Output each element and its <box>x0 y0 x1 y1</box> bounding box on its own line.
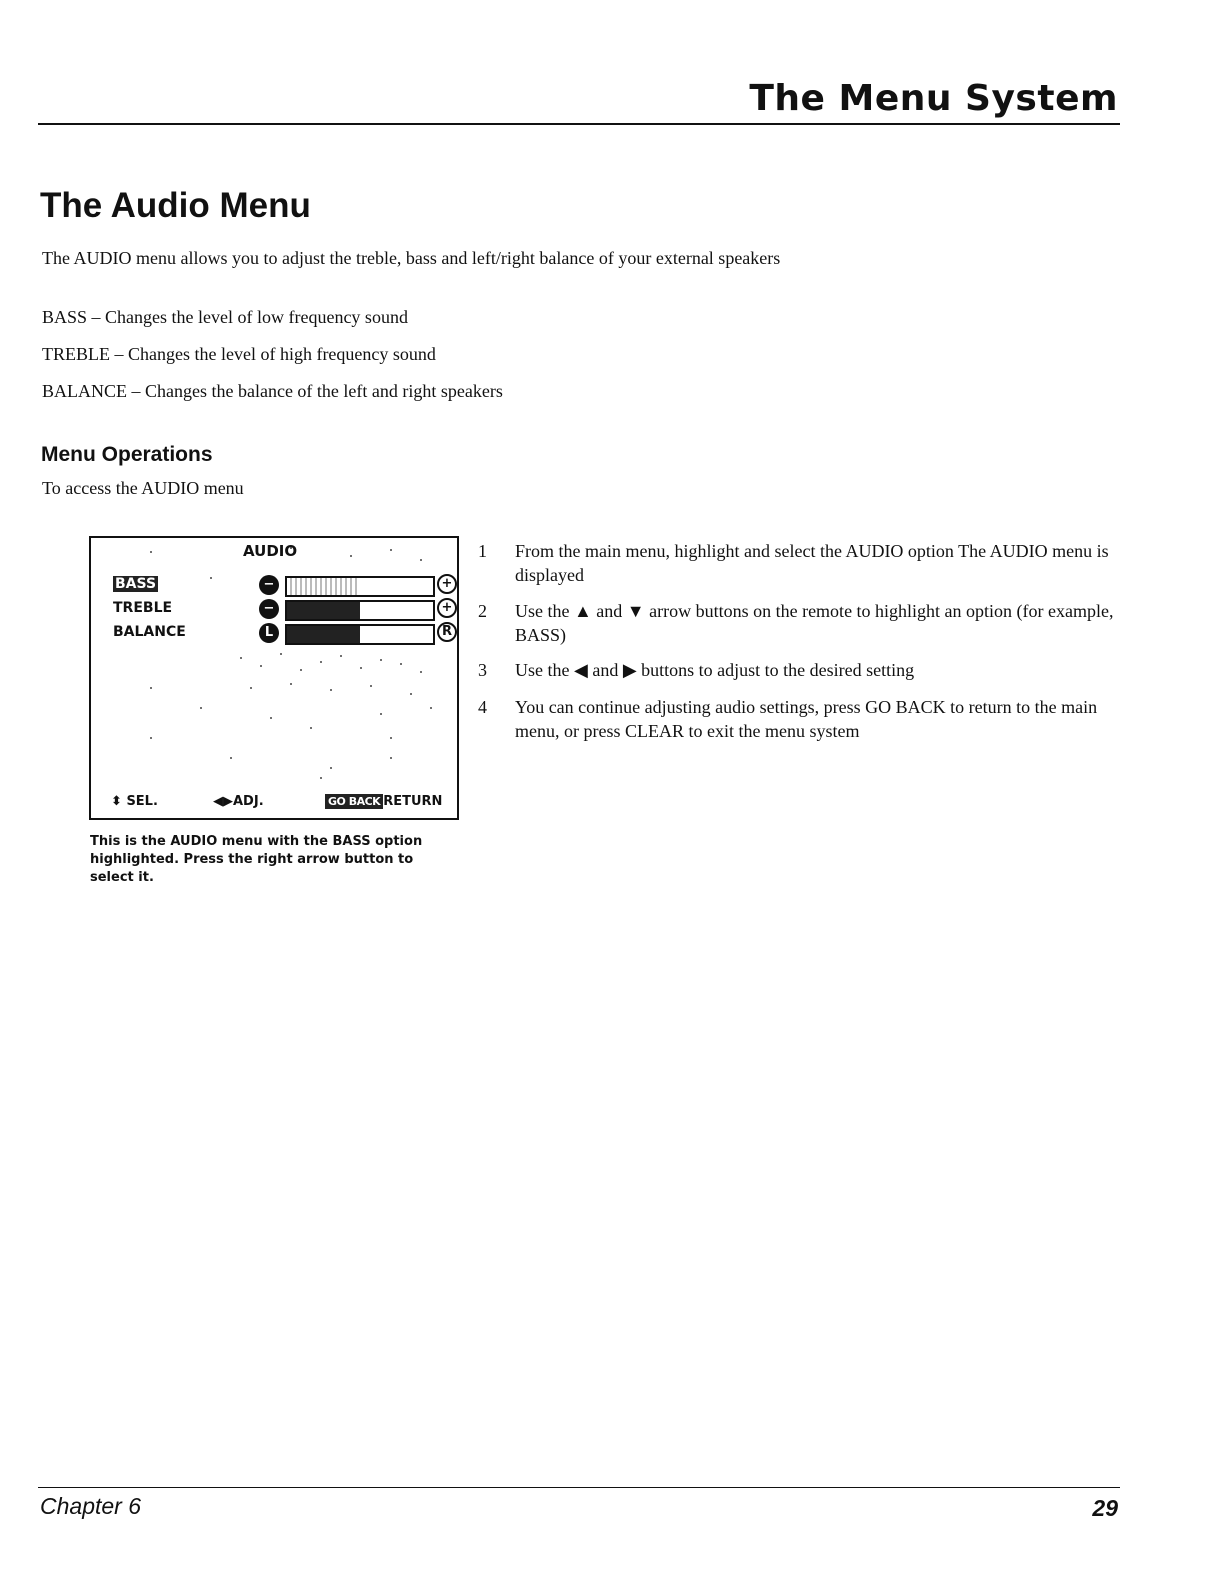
osd-row-treble[interactable] <box>113 598 453 620</box>
right-r-icon: R <box>437 622 457 642</box>
plus-icon: + <box>437 598 457 618</box>
sel-hint: ⬍ SEL. <box>111 794 158 809</box>
osd-label-bass: BASS <box>115 576 157 592</box>
left-l-icon: L <box>259 623 279 643</box>
step-number: 3 <box>478 660 487 680</box>
osd-row-balance[interactable] <box>113 622 453 644</box>
step-text: You can continue adjusting audio settings, press GO BACK to return to the main menu, or press CLEAR to exit the menu system <box>515 697 1098 741</box>
up-down-arrow-icon: ⬍ <box>111 794 122 809</box>
header-rule <box>38 123 1120 125</box>
osd-footer <box>111 794 447 814</box>
osd-label-balance: BALANCE <box>113 624 186 640</box>
step-text: From the main menu, highlight and select the AUDIO option The AUDIO menu is displayed <box>515 541 1109 585</box>
osd-label-treble: TREBLE <box>113 600 173 616</box>
page-title: The Audio Menu <box>40 186 311 225</box>
step-text: Use the ◀ and ▶ buttons to adjust to the desired setting <box>515 660 915 680</box>
step-number: 2 <box>478 601 487 621</box>
page-number: 29 <box>1092 1495 1118 1521</box>
access-instruction: To access the AUDIO menu <box>42 478 244 498</box>
definition-bass: BASS – Changes the level of low frequency sound <box>42 307 408 327</box>
left-right-arrow-icon: ◀▶ <box>213 794 233 809</box>
return-hint: GO BACK RETURN <box>325 794 442 809</box>
treble-level-fill <box>287 602 360 619</box>
plus-icon: + <box>437 574 457 594</box>
footer-rule <box>38 1487 1120 1488</box>
minus-icon: − <box>259 599 279 619</box>
balance-level-bar <box>285 624 435 645</box>
header-title: The Menu System <box>749 78 1118 119</box>
audio-menu-figure <box>89 536 459 820</box>
menu-operations-heading: Menu Operations <box>41 443 213 466</box>
treble-level-bar <box>285 600 435 621</box>
osd-row-bass[interactable] <box>113 574 453 596</box>
figure-caption: This is the AUDIO menu with the BASS option highlighted. Press the right arrow button to select it. <box>90 834 423 885</box>
balance-level-fill <box>287 626 360 643</box>
bass-level-fill <box>287 578 360 595</box>
goback-badge: GO BACK <box>325 794 383 809</box>
step-number: 4 <box>478 697 487 717</box>
definition-treble: TREBLE – Changes the level of high frequency sound <box>42 344 436 364</box>
footer-chapter: Chapter 6 <box>40 1493 142 1519</box>
step-number: 1 <box>478 541 487 561</box>
definition-balance: BALANCE – Changes the balance of the left and right speakers <box>42 381 503 401</box>
osd-title: AUDIO <box>243 542 298 560</box>
bass-level-bar <box>285 576 435 597</box>
minus-icon: − <box>259 575 279 595</box>
step-text: Use the ▲ and ▼ arrow buttons on the remote to highlight an option (for example, BASS) <box>515 601 1114 645</box>
adj-hint: ◀▶ADJ. <box>213 794 264 809</box>
intro-paragraph: The AUDIO menu allows you to adjust the treble, bass and left/right balance of your external speakers <box>42 248 781 268</box>
